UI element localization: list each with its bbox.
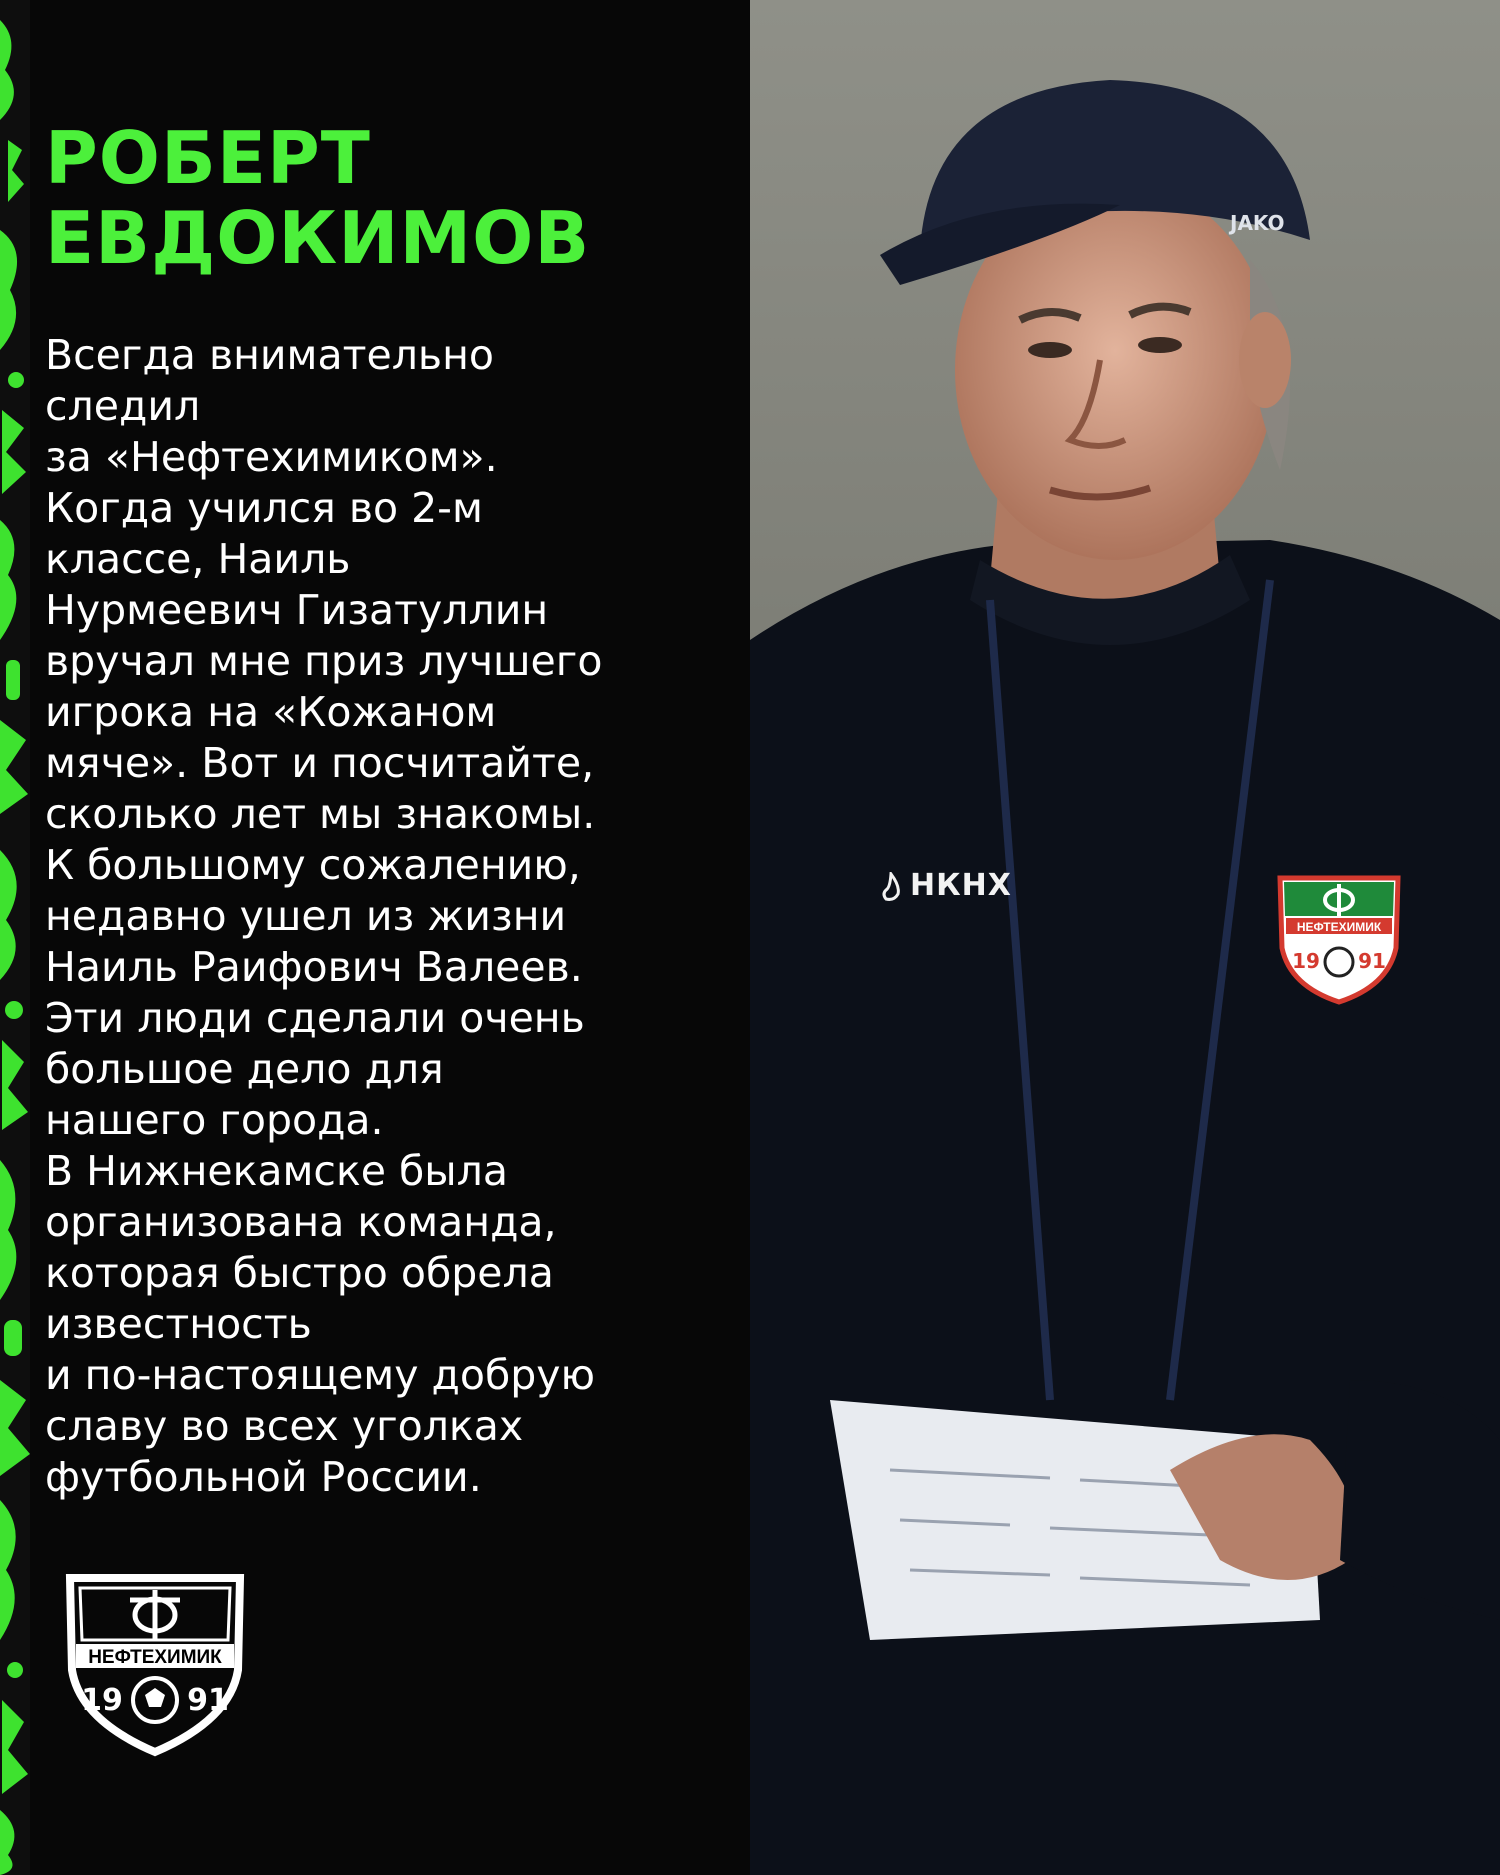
- quote-line: сколько лет мы знакомы.: [45, 790, 596, 838]
- shirt-crest-year-right: 91: [1358, 949, 1386, 973]
- shirt-crest-club-name: НЕФТЕХИМИК: [1296, 920, 1382, 934]
- quote-line: и по-настоящему добрую: [45, 1351, 596, 1399]
- crest-year-left: 19: [81, 1683, 123, 1718]
- crest-club-name: НЕФТЕХИМИК: [88, 1647, 222, 1668]
- quote-line: Наиль Раифович Валеев.: [45, 943, 583, 991]
- shirt-sponsor-logo: [880, 868, 1012, 903]
- quote-line: игрока на «Кожаном: [45, 688, 497, 736]
- decorative-green-strip: [0, 0, 30, 1875]
- sponsor-drop-icon: [880, 872, 902, 902]
- quote-line: организована команда,: [45, 1198, 557, 1246]
- shirt-club-crest: [1270, 868, 1408, 1008]
- quote-line: за «Нефтехимиком».: [45, 433, 498, 481]
- quote-line: известность: [45, 1300, 312, 1348]
- quote-line: К большому сожалению,: [45, 841, 581, 889]
- quote-line: классе, Наиль: [45, 535, 351, 583]
- quote-line: славу во всех уголках: [45, 1402, 524, 1450]
- quote-line: Когда учился во 2-м: [45, 484, 483, 532]
- club-crest-logo: [40, 1560, 270, 1760]
- quote-line: которая быстро обрела: [45, 1249, 554, 1297]
- quote-line: футбольной России.: [45, 1453, 482, 1501]
- shirt-sponsor-text: НКНХ: [910, 868, 1012, 903]
- quote-line: мяче». Вот и посчитайте,: [45, 739, 595, 787]
- quote-line: В Нижнекамске была: [45, 1147, 508, 1195]
- quote-line: Всегда внимательно: [45, 331, 494, 379]
- title-first-name: РОБЕРТ: [45, 116, 371, 200]
- quote-line: Нурмеевич Гизатуллин: [45, 586, 549, 634]
- quote-line: большое дело для: [45, 1045, 444, 1093]
- crest-year-right: 91: [187, 1683, 229, 1718]
- quote-line: следил: [45, 382, 201, 430]
- quote-line: вручал мне приз лучшего: [45, 637, 603, 685]
- cap-brand-label: JAKO: [1230, 211, 1285, 235]
- title-last-name: ЕВДОКИМОВ: [45, 196, 591, 280]
- quote-line: Эти люди сделали очень: [45, 994, 585, 1042]
- quote-line: нашего города.: [45, 1096, 384, 1144]
- shirt-crest-year-left: 19: [1292, 949, 1320, 973]
- quote-text: [45, 330, 725, 1503]
- page-title: [45, 118, 590, 278]
- shirt-crest-ball-icon: [1325, 948, 1353, 976]
- quote-line: недавно ушел из жизни: [45, 892, 567, 940]
